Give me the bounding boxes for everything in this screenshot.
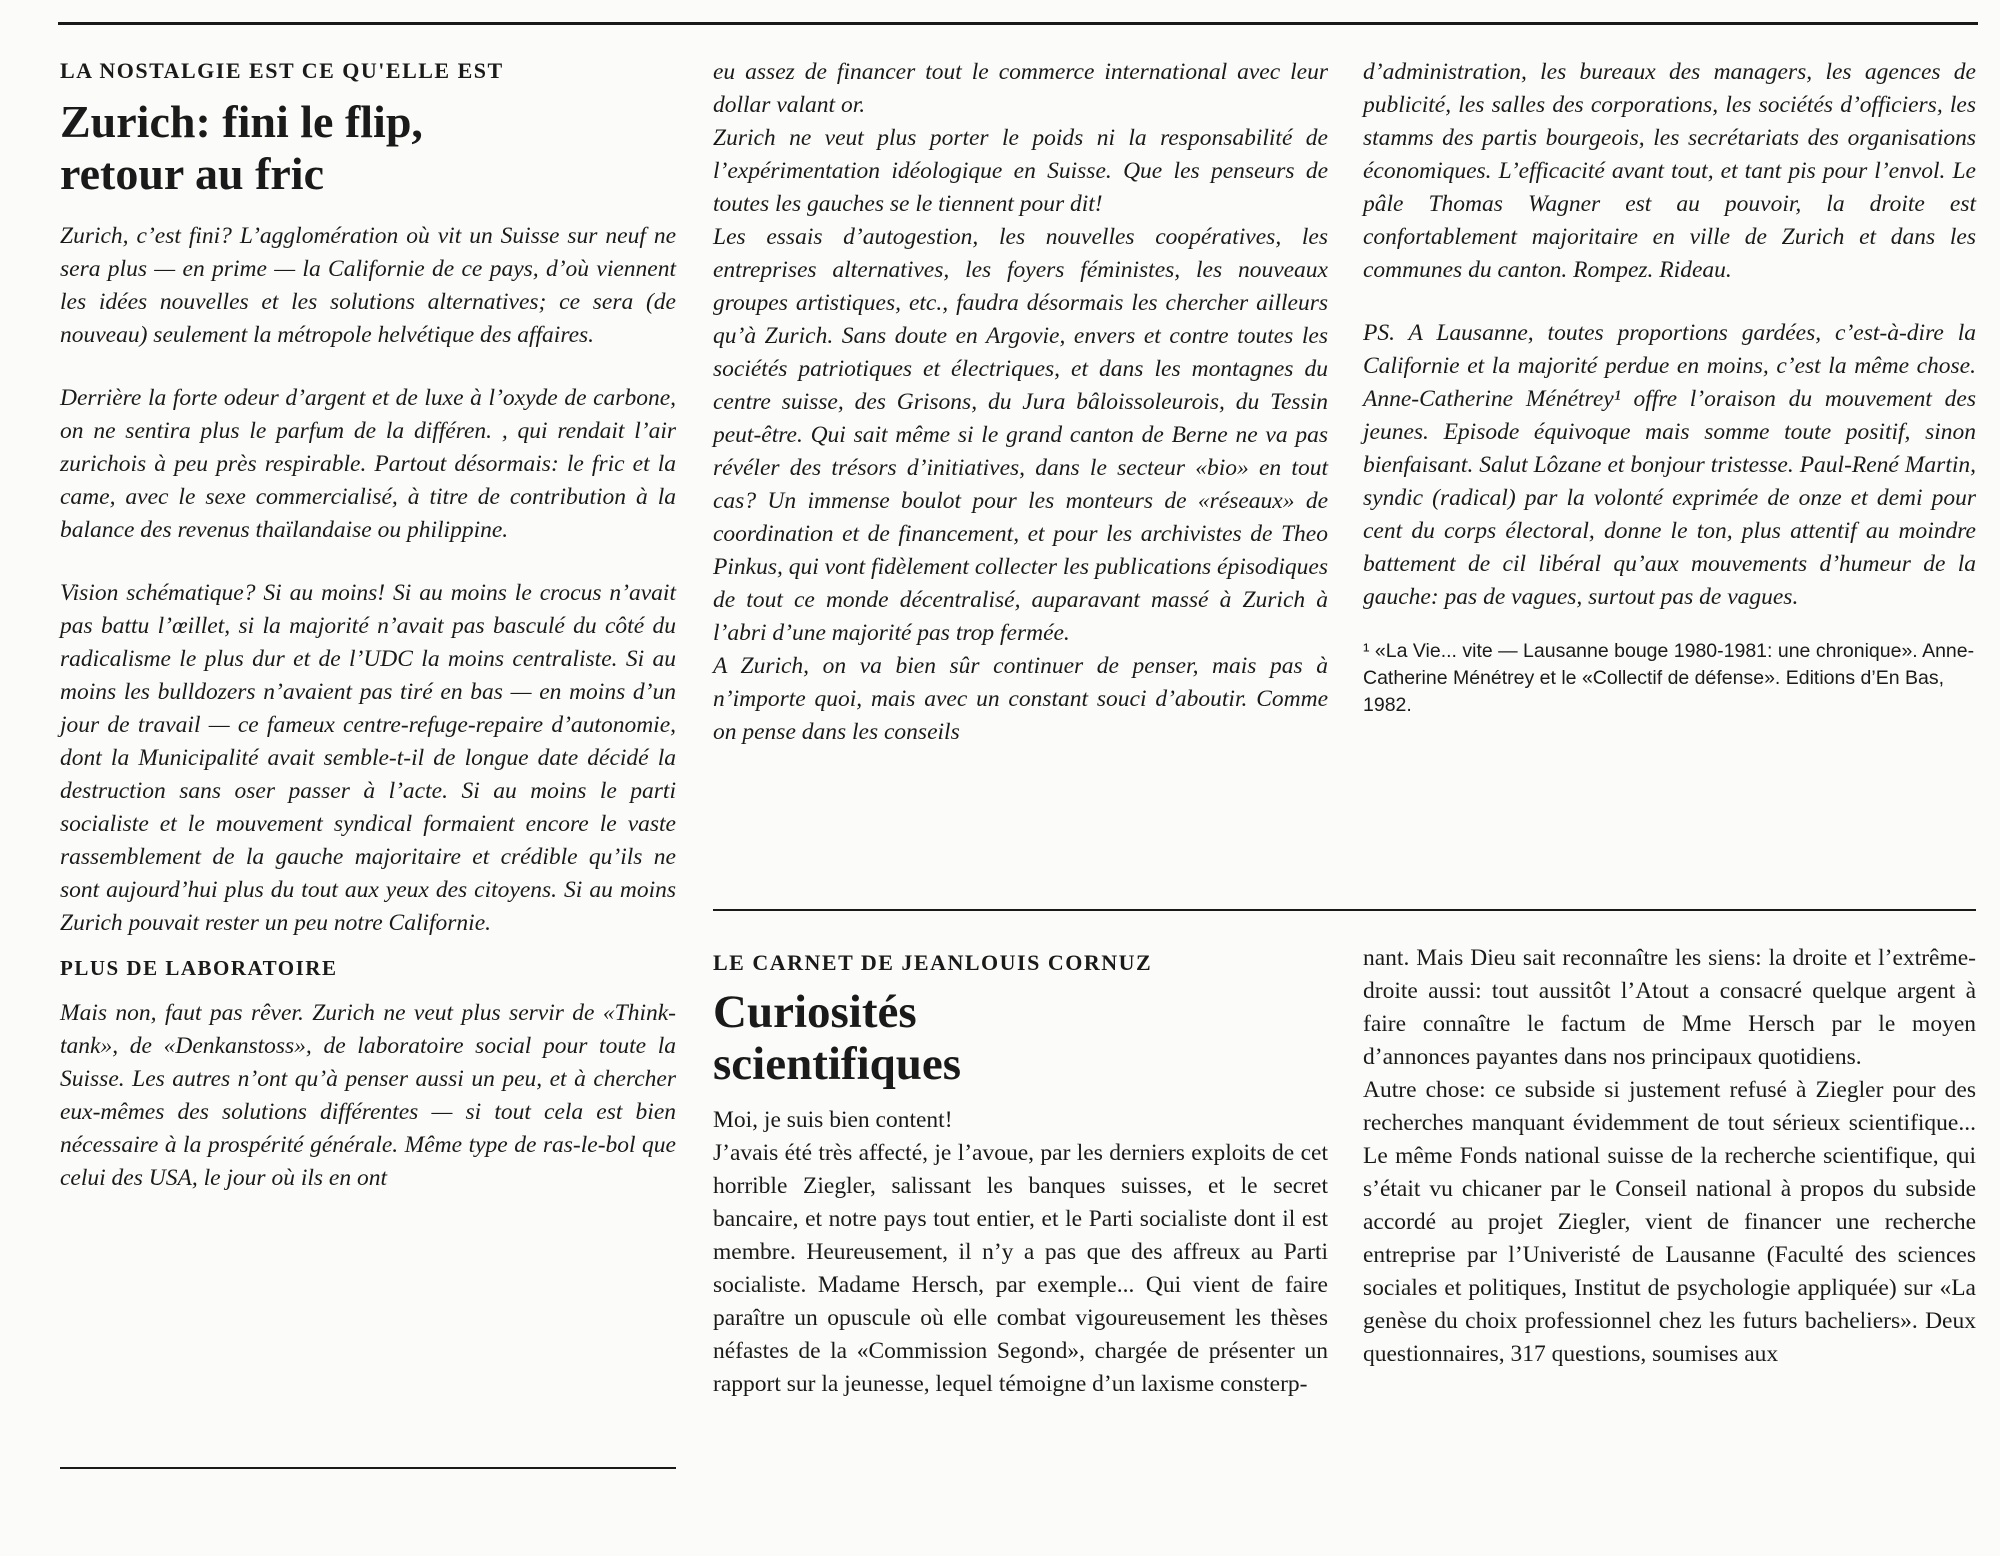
article-divider-rule (713, 909, 1976, 911)
article1-column-1 (60, 58, 676, 1195)
article2-kicker: LE CARNET DE JEANLOUIS CORNUZ (713, 950, 1153, 975)
article1-title (60, 96, 676, 200)
article1-title-line1: Zurich: fini le flip, (60, 96, 423, 147)
article2-title-line2: scientifiques (713, 1038, 962, 1090)
article1-paragraph: Les essais d’autogestion, les nouvelles coopératives, les entreprises alternatives, les foyers féministes, les nouveaux groupes artistiques, etc., faudra désormais les chercher ailleurs qu’à Zurich. Sans doute en Argovie, envers et contre toutes les sociétés patriotiques et électriques, et dans les montagnes du centre suisse, des Grisons, du Jura bâloissoleurois, du Tessin peut-être. Qui sait même si le grand canton de Berne ne va pas révéler des trésors d’initiatives, dans le secteur «bio» en tout cas? Un immense boulot pour les monteurs de «réseaux» de coordination et de financement, et pour les archivistes de Theo Pinkus, qui vont fidèlement collecter les publications épisodiques de tout ce monde décentralisé, auparavant massé à Zurich à l’abri d’une majorité pas trop fermée. (713, 224, 1328, 646)
article1-paragraph: Vision schématique? Si au moins! Si au moins le crocus n’avait pas battu l’œillet, si la majorité n’avait pas basculé du côté du radicalisme le plus dur et de l’UDC la moins centraliste. Si au moins les bulldozers n’avaient pas tiré en bas — en moins d’un jour de travail — ce fameux centre-refuge-repaire d’autonomie, dont la Municipalité avait semble-t-il de longue date décidé la destruction sans oser passer à l’acte. Si au moins le parti socialiste et le mouvement syndical formaient encore le vaste rassemblement de la gauche majoritaire et crédible qu’ils ne sont aujourd’hui plus du tout aux yeux des citoyens. Si au moins Zurich pouvait rester un peu notre Californie. (60, 580, 676, 936)
article1-paragraph: Mais non, faut pas rêver. Zurich ne veut plus servir de «Think-tank», de «Denkanstoss», de laboratoire social pour toute la Suisse. Les autres n’ont qu’à penser aussi un peu, et à chercher eux-mêmes des solutions différentes — si tout cela est bien nécessaire à la prospérité générale. Même type de ras-le-bol que celui des USA, le jour où ils en ont (60, 1000, 676, 1191)
article2-paragraph: Moi, je suis bien content! (713, 1107, 953, 1133)
article1-column-2 (713, 56, 1328, 749)
top-rule (58, 22, 1978, 25)
article1-paragraph: Zurich ne veut plus porter le poids ni la responsabilité de l’expérimentation idéologique en Suisse. Que les penseurs de toutes les gauches se le tiennent pour dit! (713, 125, 1328, 217)
article1-kicker: LA NOSTALGIE EST CE QU'ELLE EST (60, 58, 504, 83)
article2-column-2 (713, 950, 1328, 1401)
article1-title-line2: retour au fric (60, 148, 325, 199)
article1-footnote: ¹ «La Vie... vite — Lausanne bouge 1980-1981: une chronique». Anne-Catherine Ménétrey et le «Collectif de défense». Editions d’En Bas, 1982. (1363, 640, 1975, 716)
article2-title-line1: Curiosités (713, 986, 917, 1038)
article2-paragraph: nant. Mais Dieu sait reconnaître les siens: la droite et l’extrême-droite aussi: tout aussitôt l’Atout a consacré quelque argent à faire connaître le factum de Mme Hersch par le moyen d’annonces payantes dans nos principaux quotidiens. (1363, 945, 1976, 1070)
article1-paragraph: d’administration, les bureaux des managers, les agences de publicité, les salles des corporations, les sociétés d’officiers, les stamms des partis bourgeois, les secrétariats des organisations économiques. L’efficacité avant tout, et tant pis pour l’envol. Le pâle Thomas Wagner est au pouvoir, la droite est confortablement majoritaire en ville de Zurich et dans les communes du canton. Rompez. Rideau. (1363, 59, 1976, 283)
article1-paragraph: eu assez de financer tout le commerce international avec leur dollar valant or. (713, 59, 1328, 118)
article2-paragraph: Autre chose: ce subside si justement refusé à Ziegler pour des recherches manquant évidemment de tout sérieux scientifique... Le même Fonds national suisse de la recherche scientifique, qui s’était vu chicaner par le Conseil national à propos du subside accordé au projet Ziegler, vient de financer une recherche entreprise par l’Univeristé de Lausanne (Faculté des sciences sociales et politiques, Institut de psychologie appliquée) sur «La genèse du choix professionnel chez les futurs bacheliers». Deux questionnaires, 317 questions, soumises aux (1363, 1077, 1976, 1367)
article2-column-3 (1363, 942, 1976, 1371)
article1-paragraph: A Zurich, on va bien sûr continuer de penser, mais pas à n’importe quoi, mais avec un constant souci d’aboutir. Comme on pense dans les conseils (713, 653, 1328, 745)
article2-title (713, 986, 1328, 1090)
article2-paragraph: J’avais été très affecté, je l’avoue, par les derniers exploits de cet horrible Ziegler, salissant les banques suisses, et le secret bancaire, et notre pays tout entier, et le Parti socialiste dont il est membre. Heureusement, il n’y a pas que des affreux au Parti socialiste. Madame Hersch, par exemple... Qui vient de faire paraître un opuscule où elle combat vigoureusement les thèses néfastes de la «Commission Segond», chargée de présenter un rapport sur la jeunesse, lequel témoigne d’un laxisme consterp- (713, 1140, 1328, 1397)
article1-column-3 (1363, 56, 1976, 719)
column1-bottom-rule (60, 1467, 676, 1469)
article1-paragraph: PS. A Lausanne, toutes proportions gardées, c’est-à-dire la Californie et la majorité perdue en moins, c’est la même chose. Anne-Catherine Ménétrey¹ offre l’oraison du mouvement des jeunes. Episode équivoque mais somme toute positif, sinon bienfaisant. Salut Lôzane et bonjour tristesse. Paul-René Martin, syndic (radical) par la volonté exprimée de onze et demi pour cent du corps électoral, donne le ton, plus attentif au moindre battement de cil libéral qu’aux mouvements d’humeur de la gauche: pas de vagues, surtout pas de vagues. (1363, 320, 1976, 610)
article1-paragraph: Zurich, c’est fini? L’agglomération où vit un Suisse sur neuf ne sera plus — en prime — la Californie de ce pays, d’où viennent les idées nouvelles et les solutions alternatives; ce sera (de nouveau) seulement la métropole helvétique des affaires. (60, 223, 676, 348)
article1-paragraph: Derrière la forte odeur d’argent et de luxe à l’oxyde de carbone, on ne sentira plus le parfum de la différen. , qui rendait l’air zurichois à peu près respirable. Partout désormais: le fric et la came, avec le sexe commercialisé, à titre de contribution à la balance des revenus thaïlandaise ou philippine. (60, 385, 676, 543)
article1-subhead: PLUS DE LABORATOIRE (60, 956, 338, 980)
